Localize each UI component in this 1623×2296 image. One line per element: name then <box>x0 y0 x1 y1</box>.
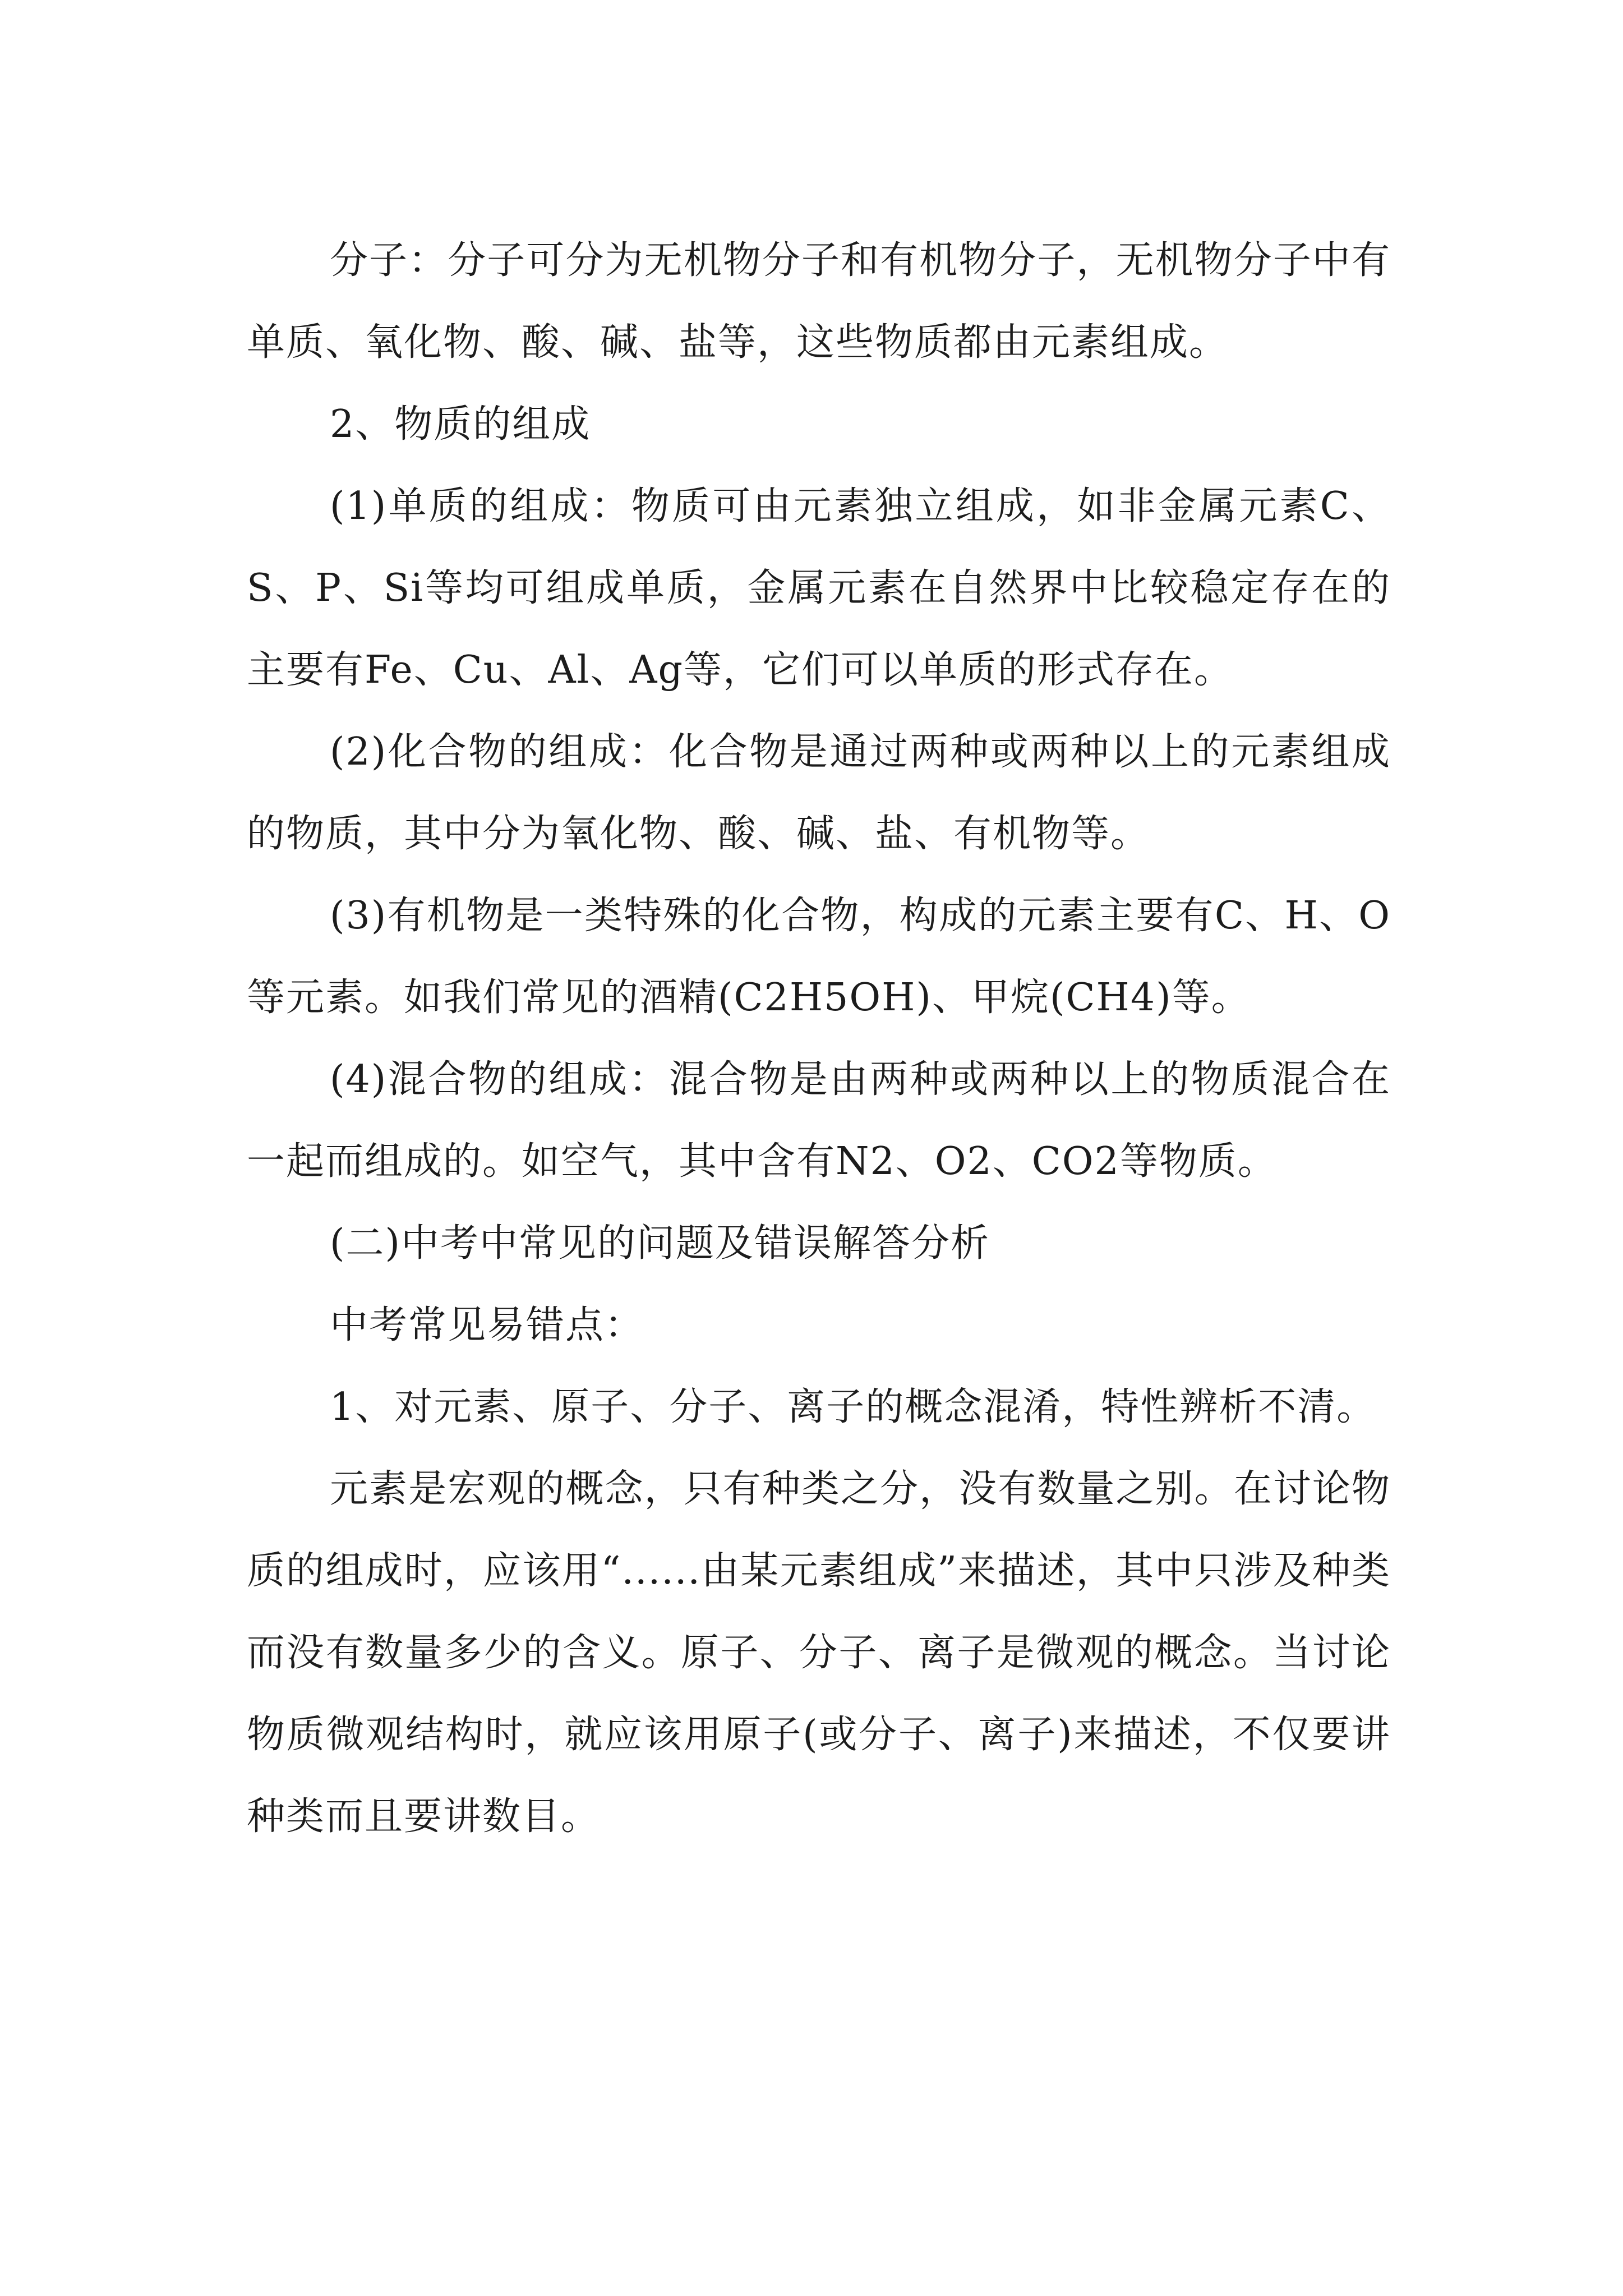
paragraph-element-substance: (1)单质的组成：物质可由元素独立组成，如非金属元素C、S、P、Si等均可组成单质，金属元素在自然界中比较稳定存在的主要有Fe、Cu、Al、Ag等，它们可以单质的形式存在。 <box>247 484 1391 692</box>
paragraph-error-points-label: 中考常见易错点： <box>330 1303 644 1347</box>
paragraph-mixture: (4)混合物的组成：混合物是由两种或两种以上的物质混合在一起而组成的。如空气，其中含有N2、O2、CO2等物质。 <box>247 1057 1391 1184</box>
document-body <box>247 220 1391 1858</box>
paragraph-molecule-definition: 分子：分子可分为无机物分子和有机物分子，无机物分子中有单质、氧化物、酸、碱、盐等，这些物质都由元素组成。 <box>247 238 1391 365</box>
section-heading-common-problems: (二)中考中常见的问题及错误解答分析 <box>330 1221 990 1266</box>
paragraph-compound: (2)化合物的组成：化合物是通过两种或两种以上的元素组成的物质，其中分为氧化物、酸、碱、盐、有机物等。 <box>247 730 1391 856</box>
paragraph-element-explanation: 元素是宏观的概念，只有种类之分，没有数量之别。在讨论物质的组成时，应该用“......由某元素组成”来描述，其中只涉及种类而没有数量多少的含义。原子、分子、离子是微观的概念。当讨论物质微观结构时，就应该用原子(或分子、离子)来描述，不仅要讲种类而且要讲数目。 <box>247 1467 1391 1839</box>
paragraph-error-point-1: 1、对元素、原子、分子、离子的概念混淆，特性辨析不清。 <box>330 1385 1376 1429</box>
paragraph-organic: (3)有机物是一类特殊的化合物，构成的元素主要有C、H、O等元素。如我们常见的酒精(C2H5OH)、甲烷(CH4)等。 <box>247 894 1391 1020</box>
section-heading-composition: 2、物质的组成 <box>330 402 591 447</box>
